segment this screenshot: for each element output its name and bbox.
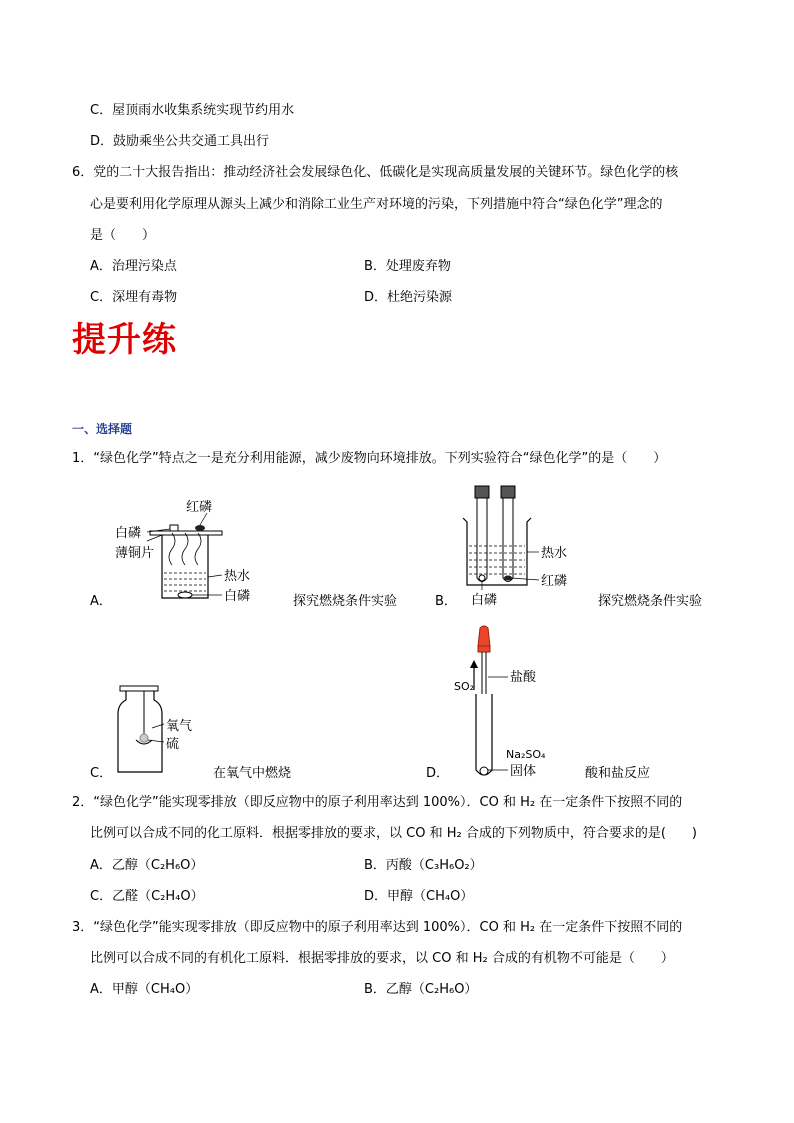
white-phosphorus-label: 白磷 [115,526,142,541]
hydrochloric-acid-label: 盐酸 [510,670,537,685]
p1-b-desc: 探究燃烧条件实验 [598,594,703,609]
sulfur-in-oxygen-diagram-c [112,680,202,780]
p3-stem-line1: 3．“绿色化学”能实现零排放（即反应物中的原子利用率达到 100%）．CO 和 H₂ 在一定条件下按照不同的 [72,920,683,935]
acid-salt-reaction-diagram-d [448,622,568,782]
q6-option-a: A．治理污染点 [90,259,177,274]
sulfur-label: 硫 [166,737,180,752]
white-phosphorus-label-b: 白磷 [471,593,498,608]
hot-water-label: 热水 [224,569,251,584]
p1-a-letter: A． [90,594,112,609]
hot-water-label-b: 热水 [541,546,568,561]
p3-option-b: B．乙醇（C₂H₆O） [364,982,478,997]
q6-stem-line1: 6．党的二十大报告指出：推动经济社会发展绿色化、低碳化是实现高质量发展的关键环节。绿色化学的核 [72,165,679,180]
p1-d-desc: 酸和盐反应 [585,766,651,781]
p3-stem-line2: 比例可以合成不同的有机化工原料．根据零排放的要求，以 CO 和 H₂ 合成的有机物不可能是（ ） [90,951,674,966]
p1-b-letter: B． [435,594,457,609]
q6-option-c: C．深埋有毒物 [90,290,178,305]
red-phosphorus-label-b: 红磷 [541,574,568,589]
oxygen-label: 氧气 [166,719,193,734]
p3-option-a: A．甲醇（CH₄O） [90,982,199,997]
p2-stem-line2: 比例可以合成不同的化工原料．根据零排放的要求，以 CO 和 H₂ 合成的下列物质中，符合要求的是( ) [90,826,697,841]
solid-label: 固体 [510,764,537,779]
q6-stem-line3: 是（ ） [90,228,156,243]
section-label: 一、选择题 [72,422,133,436]
p2-option-b: B．丙酸（C₃H₆O₂） [364,858,483,873]
p2-option-d: D．甲醇（CH₄O） [364,889,474,904]
p2-option-c: C．乙醛（C₂H₄O） [90,889,204,904]
so2-label: SO₂ [454,680,475,693]
p1-c-letter: C． [90,766,113,781]
q5-option-c: C．屋顶雨水收集系统实现节约用水 [90,103,295,118]
q6-stem-line2: 心是要利用化学原理从源头上减少和消除工业生产对环境的污染，下列措施中符合“绿色化学”理念的 [90,197,663,212]
copper-sheet-label: 薄铜片 [115,546,155,561]
section-heading: 提升练 [72,320,177,360]
q5-option-d: D．鼓励乘坐公共交通工具出行 [90,134,270,149]
q6-option-d: D．杜绝污染源 [364,290,453,305]
combustion-tubes-diagram-b [455,482,595,612]
combustion-beaker-diagram-a [112,495,272,610]
p1-c-desc: 在氧气中燃烧 [213,766,292,781]
p2-option-a: A．乙醇（C₂H₆O） [90,858,204,873]
na2so4-label: Na₂SO₄ [506,748,546,761]
red-phosphorus-label: 红磷 [186,500,213,515]
white-phosphorus-water-label: 白磷 [224,589,251,604]
p1-a-desc: 探究燃烧条件实验 [293,594,398,609]
p1-d-letter: D． [426,766,450,781]
p1-stem: 1．“绿色化学”特点之一是充分利用能源，减少废物向环境排放。下列实验符合“绿色化学”的是（ ） [72,451,667,466]
q6-option-b: B．处理废弃物 [364,259,451,274]
p2-stem-line1: 2．“绿色化学”能实现零排放（即反应物中的原子利用率达到 100%）．CO 和 H₂ 在一定条件下按照不同的 [72,795,683,810]
